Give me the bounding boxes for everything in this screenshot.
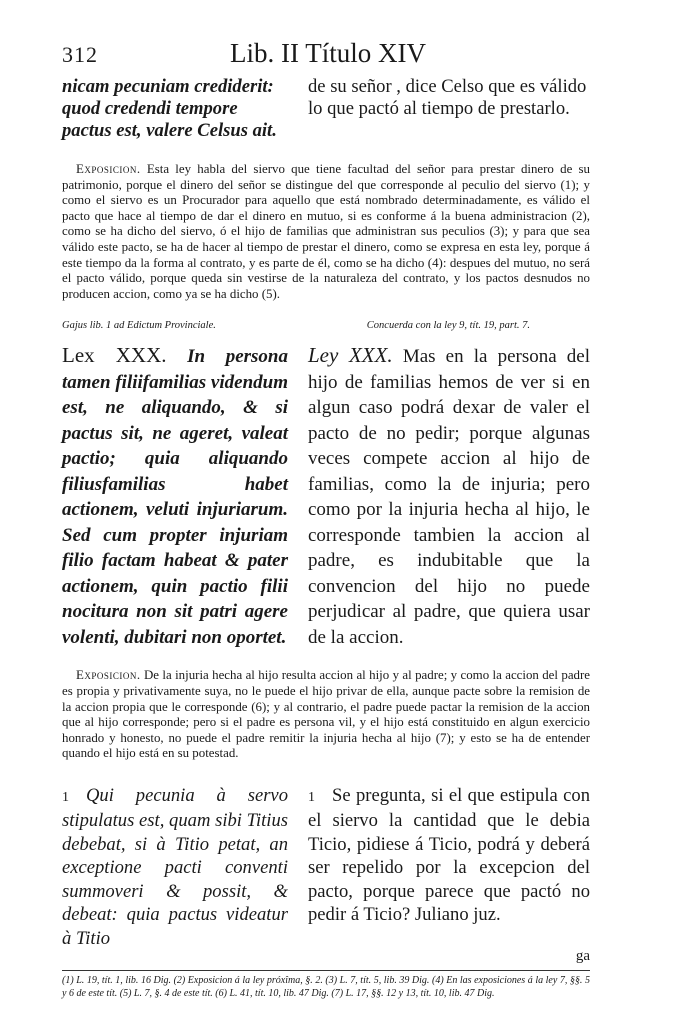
lex-xxx-block [62, 343, 590, 650]
lex-latin-head: Lex XXX. [62, 343, 167, 368]
source-line [62, 320, 590, 331]
lex-latin-text: In persona tamen filiifamilias videndum est, ne aliquando, & si pactus sit, ne ageret, valeat pactio; quia aliquando filiusfamilias habet actionem, veluti injuriarum. Sed cum propter injuriam filio factam habeat & pater actionem, quin pactio filii nocitura non sit patri agere volenti, dubitari non oportet. [62, 346, 289, 648]
footnote-rule [62, 970, 590, 971]
source-right: Concuerda con la ley 9, tít. 19, part. 7. [366, 320, 530, 332]
spanish-continuation: de su señor , dice Celso que es válido lo que pactó al tiempo de prestarlo. [308, 76, 587, 119]
section-number: 1 [62, 789, 69, 805]
continuation-block [62, 76, 590, 142]
exposicion-label: Exposicion. [76, 162, 141, 176]
exposicion-2 [62, 668, 590, 762]
lex-spanish-head: Ley XXX. [308, 343, 393, 368]
exposicion-label: Exposicion. [76, 668, 141, 683]
catchword: ga [575, 948, 590, 965]
exposicion-text: Esta ley habla del siervo que tiene facultad del señor para prestar dinero de su patrimonio, porque el dinero del señor se distingue del que corresponde al peculio del siervo (1); y como el siervo es un Procurador para aquello que está nombrado determinadamente, es válido el pacto que hace al tiempo de dar el dinero en mutuo, si es conforme á la buena administracion (2), como se ha dicho del siervo, ó el hijo de familias que administran sus peculios (3); y para que sea válido este pacto, se ha de hacer al tiempo de prestar el dinero, como se expresa en esta ley, porque á este tiempo da la forma al contrato, y es parte de él, como se ha dicho (4): despues del mutuo, no será el pacto válido, porque queda sin vestirse de la naturaleza del contrato, y los pactos desnudos no producen accion, como ya se ha dicho (5). [62, 162, 590, 301]
exposicion-1 [62, 162, 590, 302]
latin-continuation: nicam pecuniam crediderit: quod credendi tempore pactus est, valere Celsus ait. [62, 76, 277, 141]
lex-spanish-text: Mas en la persona del hijo de familias hemos de ver si en algun caso podrá dexar de valer el pacto de no pedir; porque algunas veces compete accion al hijo de familias, como la de injuria; pero como por la injuria hecha al hijo, le corresponde tambien la accion al padre, es indubitable que la convencion del hijo no puede perjudicar al padre, que quiera usar de la accion. [308, 346, 591, 648]
lex-latin [62, 343, 288, 650]
exposicion-text: De la injuria hecha al hijo resulta accion al hijo y al padre; y como la accion del padre es propia y privativamente suya, no le puede el hijo privar de ella, aunque pacte sobre la remision de la accion propia que le corresponde (6); y al contrario, el padre puede pactar la remision de la accion que al hijo corresponde; pero si el padre es persona vil, y el hijo está constituido en algun exercicio honrado y honesto, no puede el padre remitir la injuria hecha al hijo (7); y esto se ha de entender quando el hijo está en su potestad. [62, 668, 590, 761]
running-title: Lib. II Título XIV [230, 38, 426, 68]
lex-spanish [308, 343, 590, 650]
section-1-latin-text: Qui pecunia à servo stipulatus est, quam sibi Titius debebat, si à Titio petat, an exceptione pacti conventi summoveri & possit, & debeat: quia pactus videatur à Titio [62, 784, 288, 949]
page [62, 36, 590, 1000]
section-1-block [62, 784, 590, 951]
page-number: 312 [62, 42, 98, 67]
section-1-latin [62, 784, 288, 951]
section-1-spanish [308, 784, 590, 951]
source-left: Gajus lib. 1 ad Edictum Provinciale. [62, 320, 216, 332]
section-1-spanish-text: Se pregunta, si el que estipula con el siervo la cantidad que le debia Ticio, pidiese á Ticio, podrá y deberá ser repelido por la excepcion del pacto, porque parece que pactó no pedir á Ticio? Juliano juz. [308, 784, 590, 926]
page-header [62, 36, 590, 76]
section-number: 1 [308, 789, 315, 805]
footnotes: (1) L. 19, tít. 1, lib. 16 Dig. (2) Exposicion á la ley próxîma, §. 2. (3) L. 7, tít. 5, lib. 39 Dig. (4) En las exposiciones á la ley 7, §§. 5 y 6 de este tít. (5) L. 7, §. 4 de este tít. (6) L. 41, tít. 10, lib. 47 Dig. (7) L. 17, §§. 12 y 13, tít. 10, lib. 47 Dig. [62, 975, 590, 999]
